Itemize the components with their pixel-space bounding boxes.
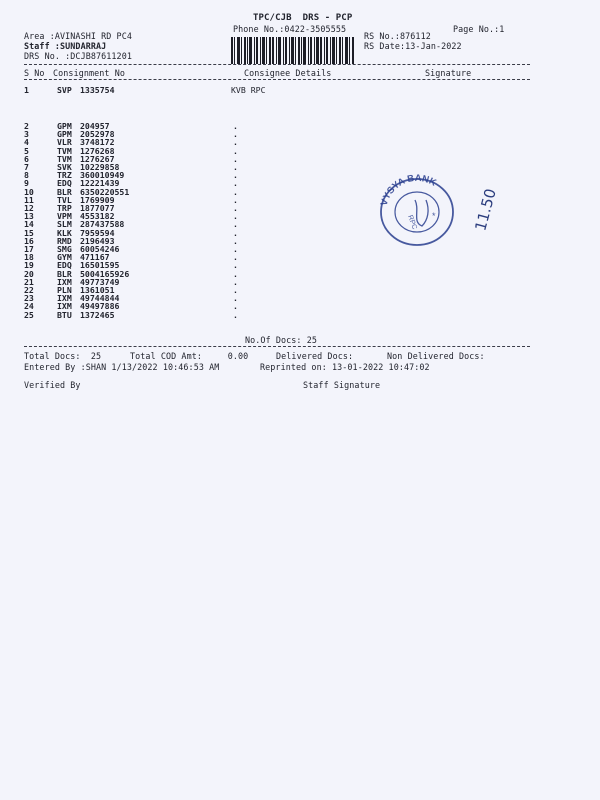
- row-serial-number: 22: [24, 285, 34, 295]
- page-number: Page No.:1: [453, 24, 505, 34]
- row-consignee-details: .: [233, 137, 238, 148]
- row-serial-number: 9: [24, 178, 29, 189]
- row-consignee-details: .: [233, 170, 238, 181]
- reprinted-on: Reprinted on: 13-01-2022 10:47:02: [260, 362, 430, 372]
- row-consignee-details: .: [233, 268, 238, 279]
- row-serial-number: 12: [24, 203, 34, 213]
- row-consignment-number: 3748172: [80, 137, 115, 148]
- svg-text:VYSYA BANK: [379, 173, 438, 207]
- row-consignment-code: TVM: [57, 145, 72, 156]
- row-consignment-number: 2196493: [80, 235, 115, 246]
- row-consignee-details: .: [233, 244, 238, 254]
- no-of-docs: No.Of Docs: 25: [245, 335, 317, 345]
- table-row: [24, 310, 530, 320]
- row-consignment-code: TVM: [57, 153, 72, 164]
- row-consignment-code: BLR: [57, 268, 72, 279]
- row-serial-number: 19: [24, 260, 34, 271]
- row-consignee-details: .: [233, 145, 238, 156]
- row-consignee-details: .: [233, 285, 238, 295]
- row-consignment-number: 49773749: [80, 276, 120, 287]
- staff-signature-label: Staff Signature: [303, 380, 381, 390]
- row-consignee-details: .: [233, 260, 238, 271]
- delivered-docs: Delivered Docs:: [276, 351, 354, 361]
- row-consignee-details: .: [233, 252, 238, 263]
- row-consignee-details: .: [233, 309, 238, 320]
- row-consignment-code: IXM: [57, 293, 72, 304]
- row-consignee-details: .: [233, 162, 238, 172]
- row-consignment-number: 2052978: [80, 129, 115, 140]
- stamp-inner-text: RPC: [406, 214, 418, 231]
- non-delivered-docs: Non Delivered Docs:: [387, 351, 485, 361]
- row-serial-number: 3: [24, 129, 29, 140]
- row-consignment-code: SVP: [57, 85, 72, 95]
- row-consignment-code: EDQ: [57, 260, 72, 271]
- row-serial-number: 14: [24, 219, 34, 230]
- phone-number: Phone No.:0422-3505555: [233, 24, 347, 34]
- row-serial-number: 17: [24, 244, 34, 254]
- row-consignment-code: IXM: [57, 276, 72, 287]
- row-consignment-number: 287437588: [80, 219, 125, 230]
- rs-number-field: RS No.:876112: [364, 31, 431, 41]
- row-consignee-details: .: [233, 235, 238, 246]
- row-consignee-details: .: [233, 293, 238, 304]
- row-serial-number: 20: [24, 268, 34, 279]
- row-serial-number: 8: [24, 170, 29, 181]
- column-header-sno: S No: [24, 68, 45, 78]
- row-consignee-details: .: [233, 203, 238, 213]
- column-header-consignee: Consignee Details: [244, 68, 332, 78]
- row-consignment-number: 49744844: [80, 293, 120, 304]
- row-consignee-details: .: [233, 211, 238, 222]
- row-consignment-code: BLR: [57, 186, 72, 197]
- row-serial-number: 25: [24, 309, 34, 320]
- area-field: Area :AVINASHI RD PC4: [24, 31, 132, 41]
- row-consignee-details: .: [233, 153, 238, 164]
- row-serial-number: 7: [24, 162, 29, 172]
- staff-field: Staff :SUNDARRAJ: [24, 41, 107, 51]
- row-consignment-code: TVL: [57, 194, 72, 205]
- document-title: TPC/CJB DRS - PCP: [253, 13, 353, 23]
- row-serial-number: 23: [24, 293, 34, 304]
- row-consignment-code: VLR: [57, 137, 72, 148]
- barcode: [231, 37, 355, 64]
- column-header-signature: Signature: [425, 68, 472, 78]
- row-consignment-code: IXM: [57, 301, 72, 312]
- row-consignment-number: 204957: [80, 121, 110, 131]
- row-consignee-details: .: [233, 194, 238, 205]
- row-consignee-details: .: [233, 301, 238, 312]
- row-consignment-number: 1372465: [80, 309, 115, 320]
- row-serial-number: 21: [24, 276, 34, 287]
- row-serial-number: 15: [24, 227, 34, 238]
- row-consignee-details: .: [233, 276, 238, 287]
- row-consignee-details: .: [233, 186, 238, 197]
- row-consignment-number: 6350220551: [80, 186, 130, 197]
- row-consignment-number: 7959594: [80, 227, 115, 238]
- row-consignment-code: SLM: [57, 219, 72, 230]
- stamp-text: VYSYA BANK: [378, 172, 438, 208]
- divider-bottom: [24, 346, 530, 347]
- row-serial-number: 18: [24, 252, 34, 263]
- row-consignment-code: GPM: [57, 129, 72, 140]
- table-row: [24, 85, 530, 95]
- svg-text:*: *: [432, 211, 436, 221]
- row-consignment-code: PLN: [57, 285, 72, 295]
- row-serial-number: 5: [24, 145, 29, 156]
- row-consignment-number: 12221439: [80, 178, 120, 189]
- bank-stamp: [372, 170, 462, 250]
- row-serial-number: 13: [24, 211, 34, 222]
- row-consignment-number: 1361051: [80, 285, 115, 295]
- row-consignment-number: 1276268: [80, 145, 115, 156]
- row-consignment-number: 360010949: [80, 170, 125, 181]
- row-consignee-details: .: [233, 227, 238, 238]
- row-consignment-code: EDQ: [57, 178, 72, 189]
- row-consignment-number: 49497886: [80, 301, 120, 312]
- row-serial-number: 1: [24, 85, 29, 95]
- row-consignment-code: RMD: [57, 235, 72, 246]
- row-consignment-number: 1769909: [80, 194, 115, 205]
- row-consignment-code: TRZ: [57, 170, 72, 181]
- row-consignee-details: .: [233, 178, 238, 189]
- row-consignment-number: 10229858: [80, 162, 120, 172]
- row-serial-number: 16: [24, 235, 34, 246]
- total-docs: Total Docs: 25: [24, 351, 102, 361]
- handwritten-amount-text: 11.50: [471, 186, 500, 233]
- drs-number-field: DRS No. :DCJB87611201: [24, 51, 132, 61]
- row-consignment-code: KLK: [57, 227, 72, 238]
- row-serial-number: 10: [24, 186, 34, 197]
- entered-by: Entered By :SHAN 1/13/2022 10:46:53 AM: [24, 362, 220, 372]
- row-consignment-code: VPM: [57, 211, 72, 222]
- row-serial-number: 4: [24, 137, 29, 148]
- row-consignment-number: 1877077: [80, 203, 115, 213]
- row-consignment-code: GYM: [57, 252, 72, 263]
- row-consignment-number: 1335754: [80, 85, 115, 95]
- row-consignee-details: KVB RPC: [231, 85, 266, 95]
- column-header-consignment: Consignment No: [53, 68, 125, 78]
- row-consignment-number: 60054246: [80, 244, 120, 254]
- row-consignee-details: .: [233, 121, 238, 131]
- divider-top: [24, 64, 530, 65]
- row-consignee-details: .: [233, 219, 238, 230]
- row-serial-number: 11: [24, 194, 34, 205]
- row-serial-number: 2: [24, 121, 29, 131]
- row-consignment-code: BTU: [57, 309, 72, 320]
- verified-by-label: Verified By: [24, 380, 81, 390]
- rs-date-field: RS Date:13-Jan-2022: [364, 41, 462, 51]
- row-consignee-details: .: [233, 129, 238, 140]
- row-consignment-number: 4553182: [80, 211, 115, 222]
- row-serial-number: 24: [24, 301, 34, 312]
- divider-header: [24, 79, 530, 80]
- row-consignment-code: GPM: [57, 121, 72, 131]
- handwritten-amount: [452, 186, 500, 244]
- total-cod-amount: Total COD Amt: 0.00: [130, 351, 249, 361]
- row-consignment-number: 16501595: [80, 260, 120, 271]
- row-serial-number: 6: [24, 153, 29, 164]
- row-consignment-number: 1276267: [80, 153, 115, 164]
- row-consignment-code: TRP: [57, 203, 72, 213]
- row-consignment-code: SVK: [57, 162, 72, 172]
- row-consignment-number: 5004165926: [80, 268, 130, 279]
- row-consignment-number: 471167: [80, 252, 110, 263]
- row-consignment-code: SMG: [57, 244, 72, 254]
